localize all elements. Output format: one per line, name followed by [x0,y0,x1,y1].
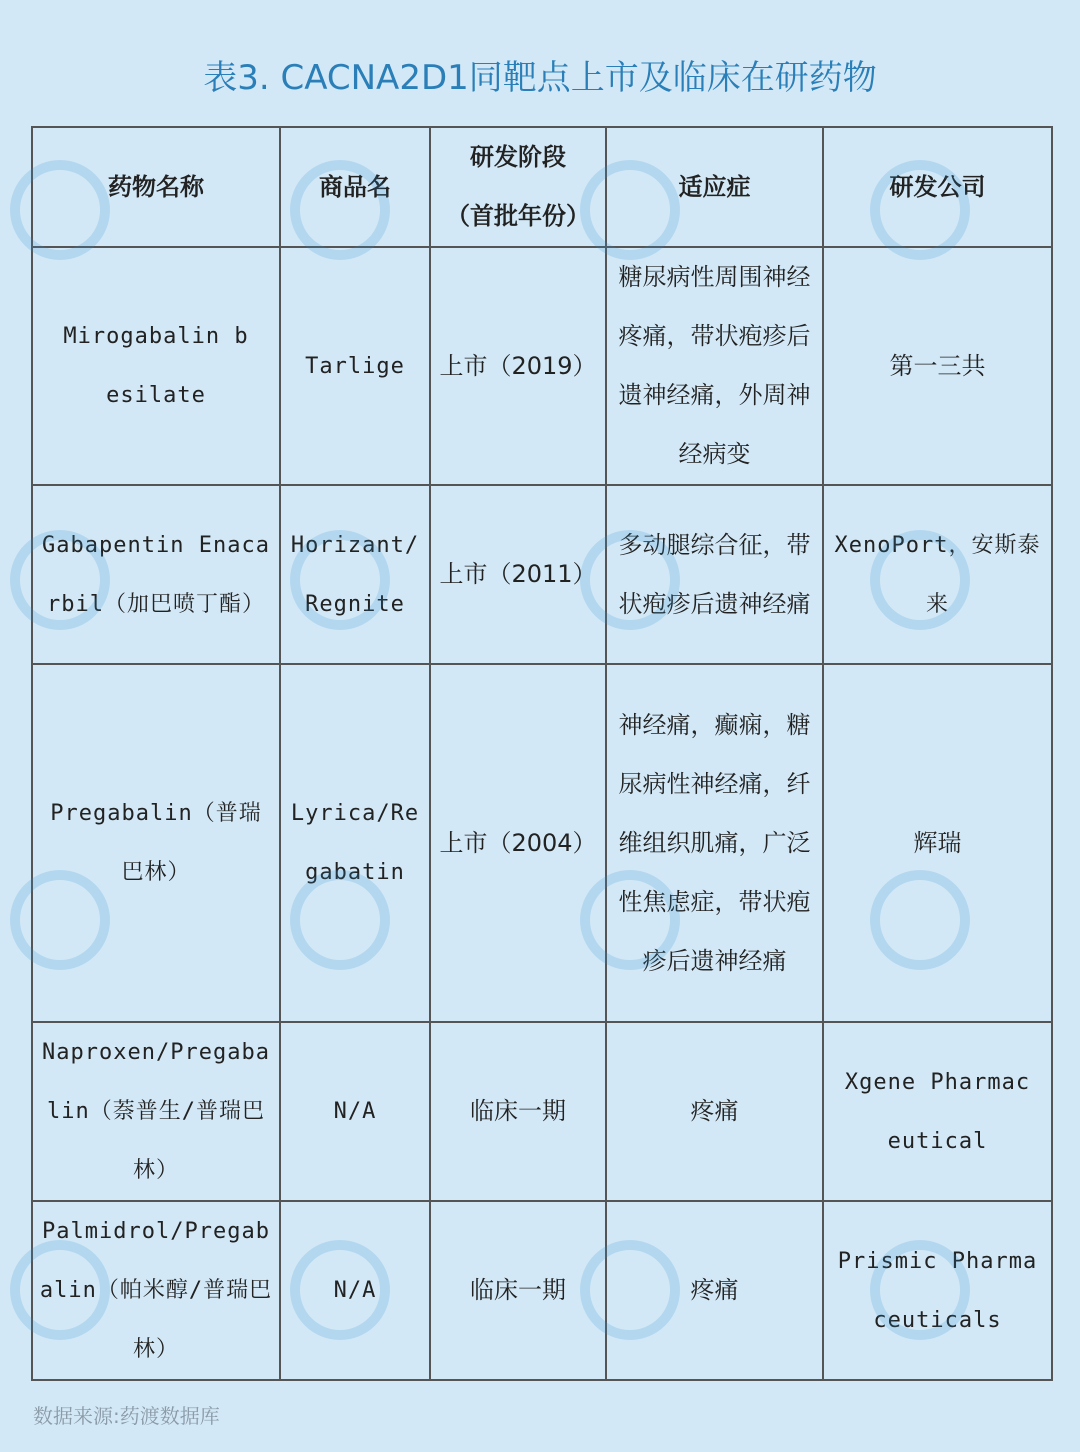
header-stage-line2: （首批年份） [446,202,590,230]
table-row [32,664,1052,1022]
header-stage [430,127,606,247]
cell-brand-name: Lyrica/Regabatin [280,664,430,1022]
table-row [32,1022,1052,1201]
cell-drug-name: Pregabalin（普瑞巴林） [32,664,280,1022]
cell-indication: 疼痛 [606,1022,823,1201]
data-source: 数据来源:药渡数据库 [33,1404,220,1428]
table-row [32,1201,1052,1380]
cell-indication: 糖尿病性周围神经疼痛，带状疱疹后遗神经痛，外周神经病变 [606,247,823,485]
cell-stage: 上市（2011） [430,485,606,664]
cell-stage: 临床一期 [430,1022,606,1201]
drug-table [31,126,1053,1381]
cell-company: 辉瑞 [823,664,1052,1022]
table-title: 表3. CACNA2D1同靶点上市及临床在研药物 [203,58,877,98]
cell-stage: 临床一期 [430,1201,606,1380]
cell-drug-name: Naproxen/Pregabalin（萘普生/普瑞巴林） [32,1022,280,1201]
cell-stage: 上市（2019） [430,247,606,485]
header-drug-name: 药物名称 [32,127,280,247]
cell-brand-name: Horizant/Regnite [280,485,430,664]
cell-company: Xgene Pharmaceutical [823,1022,1052,1201]
header-stage-line1: 研发阶段 [470,143,566,171]
cell-company: 第一三共 [823,247,1052,485]
cell-drug-name: Gabapentin Enacarbil（加巴喷丁酯） [32,485,280,664]
header-company: 研发公司 [823,127,1052,247]
header-row [32,127,1052,247]
cell-indication: 神经痛，癫痫，糖尿病性神经痛，纤维组织肌痛，广泛性焦虑症，带状疱疹后遗神经痛 [606,664,823,1022]
cell-company: Prismic Pharmaceuticals [823,1201,1052,1380]
cell-indication: 疼痛 [606,1201,823,1380]
table-row [32,485,1052,664]
cell-indication: 多动腿综合征，带状疱疹后遗神经痛 [606,485,823,664]
table-row [32,247,1052,485]
cell-brand-name: N/A [280,1022,430,1201]
cell-brand-name: Tarlige [280,247,430,485]
header-indication: 适应症 [606,127,823,247]
cell-company: XenoPort，安斯泰来 [823,485,1052,664]
cell-brand-name: N/A [280,1201,430,1380]
header-brand-name: 商品名 [280,127,430,247]
cell-drug-name: Mirogabalin besilate [32,247,280,485]
cell-stage: 上市（2004） [430,664,606,1022]
cell-drug-name: Palmidrol/Pregabalin（帕米醇/普瑞巴林） [32,1201,280,1380]
